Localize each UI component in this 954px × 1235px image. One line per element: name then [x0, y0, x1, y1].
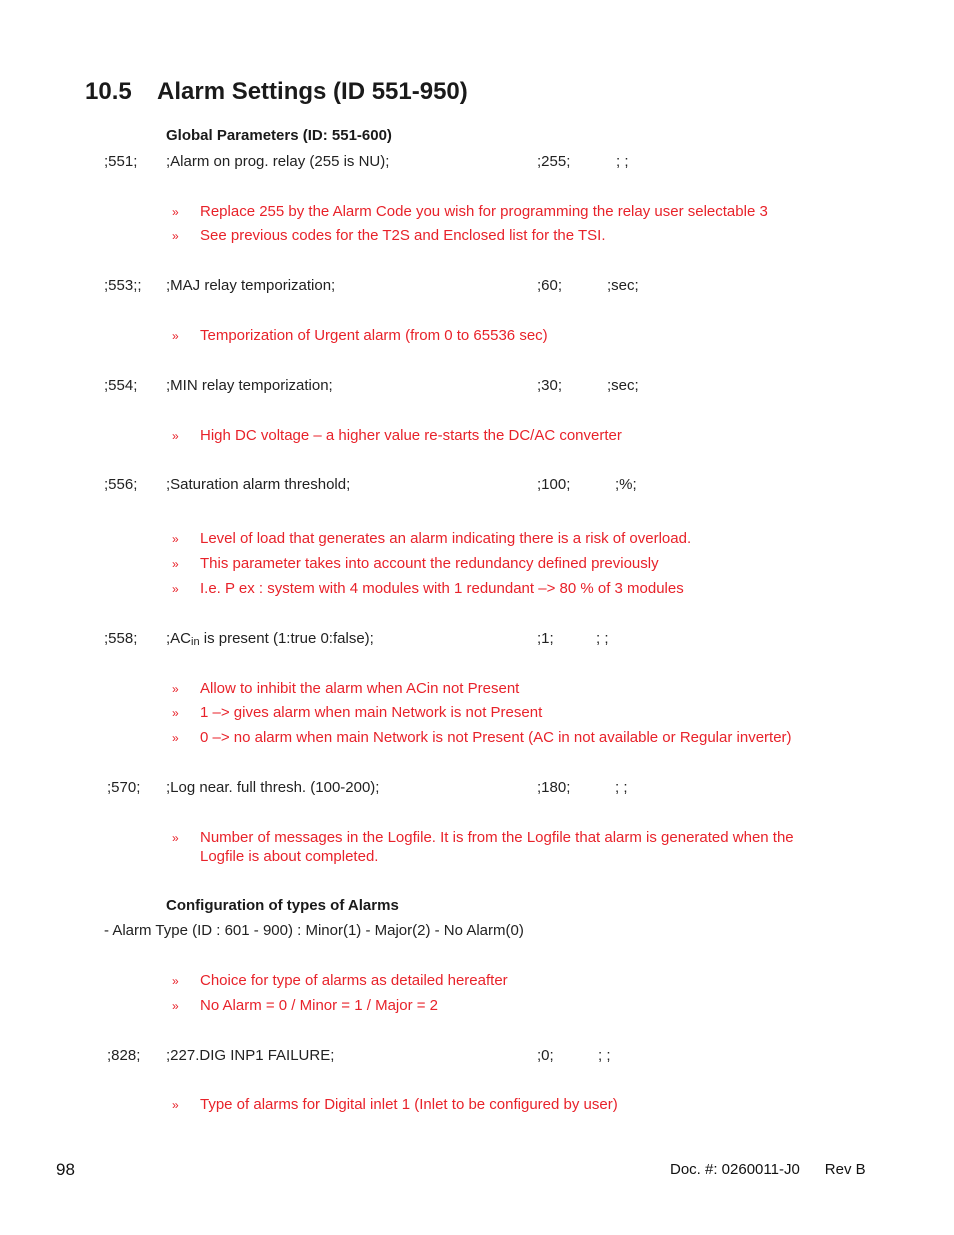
bullet: » [172, 429, 179, 443]
section-title-text: Alarm Settings (ID 551-950) [157, 78, 468, 105]
param-570-id: ;570; [107, 779, 141, 796]
bullet: » [172, 229, 179, 243]
bullet: » [172, 329, 179, 343]
param-554-value: ;30; [537, 377, 563, 394]
bullet: » [172, 682, 179, 696]
param-556-desc: ;Saturation alarm threshold; [166, 476, 351, 493]
param-554-desc: ;MIN relay temporization; [166, 377, 333, 394]
param-553-id: ;553;; [104, 277, 142, 294]
param-828-unit: ; ; [598, 1047, 611, 1064]
note-558-2: 1 –> gives alarm when main Network is not Present [200, 704, 543, 721]
note-558-1: Allow to inhibit the alarm when ACin not Present [200, 680, 520, 697]
param-554-unit: ;sec; [607, 377, 639, 394]
param-558-desc [166, 630, 374, 648]
note-570-2: Logfile is about completed. [200, 848, 379, 865]
note-558-3: 0 –> no alarm when main Network is not Present (AC in not available or Regular inverter) [200, 729, 792, 746]
note-556-3: I.e. P ex : system with 4 modules with 1 redundant –> 80 % of 3 modules [200, 580, 684, 597]
bullet: » [172, 999, 179, 1013]
param-558-value: ;1; [537, 630, 554, 647]
section-title [85, 78, 468, 106]
bullet: » [172, 582, 179, 596]
note-556-1: Level of load that generates an alarm indicating there is a risk of overload. [200, 530, 692, 547]
param-553-value: ;60; [537, 277, 563, 294]
note-551-1: Replace 255 by the Alarm Code you wish for programming the relay user selectable 3 [200, 203, 768, 220]
param-551-id: ;551; [104, 153, 138, 170]
bullet: » [172, 706, 179, 720]
bullet: » [172, 831, 179, 845]
note-828-1: Type of alarms for Digital inlet 1 (Inlet to be configured by user) [200, 1096, 618, 1113]
document-number: Doc. #: 0260011-J0 Rev B [670, 1161, 866, 1178]
bullet: » [172, 557, 179, 571]
note-type-1: Choice for type of alarms as detailed hereafter [200, 972, 508, 989]
param-570-desc: ;Log near. full thresh. (100-200); [166, 779, 380, 796]
note-553-1: Temporization of Urgent alarm (from 0 to 65536 sec) [200, 327, 548, 344]
param-551-unit: ; ; [616, 153, 629, 170]
param-553-unit: ;sec; [607, 277, 639, 294]
param-556-value: ;100; [537, 476, 571, 493]
param-553-desc: ;MAJ relay temporization; [166, 277, 336, 294]
param-570-unit: ; ; [615, 779, 628, 796]
bullet: » [172, 532, 179, 546]
bullet: » [172, 1098, 179, 1112]
param-556-unit: ;%; [615, 476, 637, 493]
param-551-desc: ;Alarm on prog. relay (255 is NU); [166, 153, 390, 170]
param-558-desc-pre: ;AC [166, 630, 192, 647]
note-type-2: No Alarm = 0 / Minor = 1 / Major = 2 [200, 997, 439, 1014]
param-556-id: ;556; [104, 476, 138, 493]
alarm-type-line: - Alarm Type (ID : 601 - 900) : Minor(1) - Major(2) - No Alarm(0) [104, 922, 524, 939]
param-558-id: ;558; [104, 630, 138, 647]
alarm-types-heading: Configuration of types of Alarms [166, 897, 399, 914]
param-558-desc-sub: in [191, 636, 200, 648]
note-551-2: See previous codes for the T2S and Enclosed list for the TSI. [200, 227, 606, 244]
param-554-id: ;554; [104, 377, 138, 394]
param-570-value: ;180; [537, 779, 571, 796]
bullet: » [172, 205, 179, 219]
param-558-unit: ; ; [596, 630, 609, 647]
section-number: 10.5 [85, 78, 132, 105]
bullet: » [172, 974, 179, 988]
param-551-value: ;255; [537, 153, 571, 170]
param-828-value: ;0; [537, 1047, 554, 1064]
note-570-1: Number of messages in the Logfile. It is from the Logfile that alarm is generated when the [200, 829, 794, 846]
param-558-desc-post: is present (1:true 0:false); [199, 630, 374, 647]
bullet: » [172, 731, 179, 745]
note-556-2: This parameter takes into account the redundancy defined previously [200, 555, 659, 572]
param-828-desc: ;227.DIG INP1 FAILURE; [166, 1047, 335, 1064]
param-828-id: ;828; [107, 1047, 141, 1064]
page-number: 98 [56, 1160, 75, 1179]
global-parameters-heading: Global Parameters (ID: 551-600) [166, 127, 392, 144]
note-554-1: High DC voltage – a higher value re-starts the DC/AC converter [200, 427, 622, 444]
